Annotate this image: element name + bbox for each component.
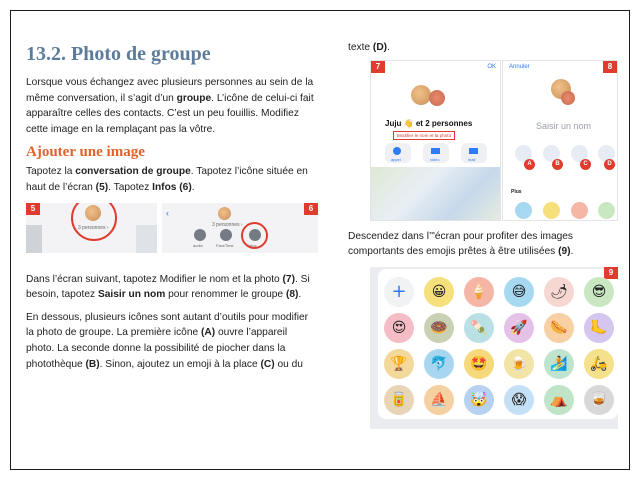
- group-avatar: [411, 85, 431, 105]
- figure-badge: 8: [603, 61, 617, 73]
- group-label: 3 personnes ›: [212, 221, 243, 228]
- figures-5-6: [26, 203, 318, 255]
- emoji-option[interactable]: 😍: [384, 313, 414, 343]
- figure-6: [162, 203, 318, 253]
- emoji-option[interactable]: 🏄: [544, 349, 574, 379]
- subsection-title: Ajouter une image: [26, 144, 145, 161]
- figure-badge: 5: [26, 203, 40, 215]
- continued-paragraph: texte (D).: [348, 42, 390, 53]
- group-name-input[interactable]: Saisir un nom: [536, 120, 592, 131]
- mail-icon: [469, 148, 478, 154]
- section-title: 13.2. Photo de groupe: [26, 43, 211, 65]
- figure-7: [370, 60, 501, 221]
- emoji-option[interactable]: 🍩: [424, 313, 454, 343]
- emoji-option[interactable]: 🌭: [544, 313, 574, 343]
- emoji-option[interactable]: 🤩: [464, 349, 494, 379]
- group-avatar: [561, 91, 575, 105]
- cancel-button[interactable]: Annuler: [509, 63, 530, 70]
- ok-button[interactable]: OK: [487, 63, 496, 70]
- step3-paragraph: En dessous, plusieurs icônes sont autant d’outils pour modifier la photo de groupe. La première icône (A) ouvre l’appareil photo. La seconde donne la possibilité de piocher dans la photothèque (B). Sinon, ajoutez un emoji à la place (C) ou du: [26, 311, 309, 370]
- figure-badge: 7: [371, 61, 385, 73]
- marker-b: B: [552, 159, 563, 170]
- map-preview: [371, 167, 500, 220]
- more-section-label: Plus: [511, 188, 522, 195]
- emoji-suggestion[interactable]: [543, 202, 560, 219]
- photo-thumbnail: [26, 225, 42, 253]
- emoji-option[interactable]: 😎: [584, 277, 614, 307]
- emoji-option[interactable]: 🏆: [384, 349, 414, 379]
- emoji-option[interactable]: 🛵: [584, 349, 614, 379]
- mail-label: mail: [468, 156, 476, 162]
- call-label: appel: [391, 156, 401, 162]
- group-avatar: [218, 207, 231, 220]
- group-name: Juju 👋 et 2 personnes: [385, 118, 473, 128]
- back-chevron-icon[interactable]: ‹: [166, 207, 169, 218]
- intro-paragraph: Lorsque vous échangez avec plusieurs personnes au sein de la même conversation, il s’agit d’un groupe. L’icône de celui-ci fait apparaître celles des contacts. C’est un peu fouillis. Modifiez cette image en la remplaçant pas la vôtre.: [26, 77, 314, 135]
- figure-9: [370, 267, 618, 429]
- emoji-suggestion[interactable]: [598, 202, 615, 219]
- emoji-option[interactable]: 🚀: [504, 313, 534, 343]
- facetime-label: FaceTime: [216, 242, 234, 248]
- emoji-option[interactable]: 🍺: [504, 349, 534, 379]
- emoji-suggestion[interactable]: [515, 202, 532, 219]
- emoji-option[interactable]: 🍦: [464, 277, 494, 307]
- emoji-option[interactable]: 🥫: [384, 385, 414, 415]
- document-page: [10, 10, 630, 470]
- highlight-circle: [241, 222, 268, 249]
- marker-c: C: [580, 159, 591, 170]
- figures-7-8: [348, 60, 618, 223]
- emoji-option[interactable]: ⛺: [544, 385, 574, 415]
- group-label: 3 personnes ›: [78, 224, 109, 231]
- figure-5: [26, 203, 157, 253]
- emoji-option[interactable]: 😀: [424, 277, 454, 307]
- emoji-suggestion[interactable]: [571, 202, 588, 219]
- video-label: vidéo: [430, 156, 440, 162]
- emoji-option[interactable]: 🤯: [464, 385, 494, 415]
- left-column: [26, 43, 318, 379]
- emoji-option[interactable]: 🦶: [584, 313, 614, 343]
- step1-paragraph: Tapotez la conversation de groupe. Tapotez l’icône située en haut de l’écran (5). Tapotez Infos (6).: [26, 166, 308, 193]
- emoji-option[interactable]: ⛵: [424, 385, 454, 415]
- figure-8: [502, 60, 618, 221]
- emoji-option[interactable]: 🥃: [584, 385, 614, 415]
- marker-a: A: [524, 159, 535, 170]
- infos-label: infos: [248, 242, 257, 248]
- phone-icon: [393, 147, 401, 155]
- step4-paragraph: Descendez dans l’"écran pour profiter des images comportants des emojis prêtes à être utilisées (9).: [348, 230, 574, 258]
- emoji-option[interactable]: 🍡: [464, 313, 494, 343]
- right-column: [348, 43, 618, 429]
- emoji-option[interactable]: 😱: [504, 385, 534, 415]
- group-avatar: [85, 205, 101, 221]
- phone-icon[interactable]: [194, 229, 206, 241]
- emoji-grid: [384, 277, 618, 415]
- add-emoji-button[interactable]: +: [384, 277, 414, 307]
- emoji-option[interactable]: 🌶: [544, 277, 574, 307]
- emoji-option[interactable]: 🐬: [424, 349, 454, 379]
- step2-paragraph: Dans l’écran suivant, tapotez Modifier le nom et la photo (7). Si besoin, tapotez Saisir un nom pour renommer le groupe (8).: [26, 273, 310, 301]
- edit-name-photo-link[interactable]: Modifier le nom et la photo: [393, 131, 455, 140]
- group-avatar: [429, 90, 445, 106]
- figure-badge: 9: [604, 267, 618, 279]
- camera-icon: [431, 148, 440, 154]
- audio-label: audio: [193, 242, 203, 248]
- photo-thumbnail: [136, 225, 157, 253]
- figure-badge: 6: [304, 203, 318, 215]
- video-icon[interactable]: [220, 229, 232, 241]
- emoji-option[interactable]: 😅: [504, 277, 534, 307]
- marker-d: D: [604, 159, 615, 170]
